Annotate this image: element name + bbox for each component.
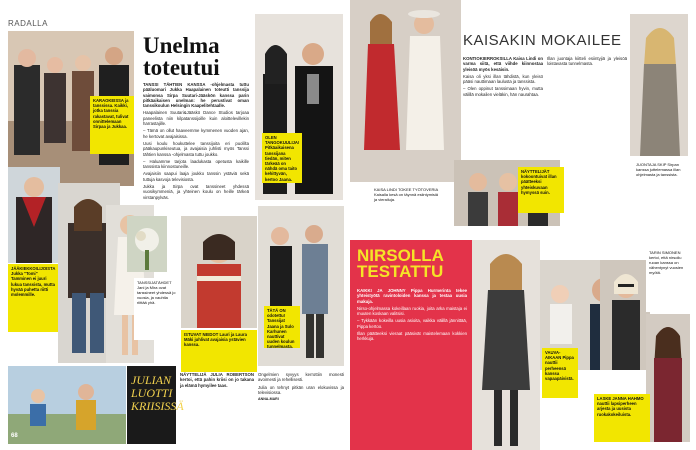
caption-story3-bottom: LASKE JANNA HAHMO nauttii lapsiperheen arjesta ja uusista ruokakokeiluista. (594, 394, 650, 442)
headline-nirsolla: NIRSOLLA TESTATTU (357, 246, 444, 281)
photo-man-red-scarf (8, 167, 60, 263)
story1-body: TANSSI TÄHTIEN KANSSA -ohjelmasta tuttu pääluomari Jukka Haapalainen toteutti tanssija vaimonsa Sirpa Suutari-Jääskön kanssa parin pitkäaikaisen unelman: he perustivat oman tanssikoulun Helsingin Kaapelitehtaalle. Haapalainen Suutari&Jääskö Dance Studios tarjoaa paneelista niin kilpatanssijoille kuin aloittelevillekin harrastajille. – Tämä on ollut haaveemme kymmenen vuoden ajan, he kertovat avajaisissa. Uusi koulu houkuttelee tanssijoita eri puolilta pääkaupunkiseutua, ja avajaisia juhlisti myös Tanssi tähtien kanssa -ohjelmasta tuttu joukko. – Haluamme tarjota laadukasta opetusta kaikille tanssista kiinnostuneille. Avajaisiin saapui laaja joukko tanssin ystäviä sekä tuttuja kasvoja televisiosta. Jukka ja Sirpa ovat tanssineet yhdessä vuosikymmeniä, ja yhteinen koulu on heille tärkeä virstanpylväs. (143, 82, 249, 200)
caption-red: ISTUVAT NEIDOT Lauri ja Laura Mäki juhlivat avajaisia ystävien kanssa. (181, 330, 257, 372)
caption-kaisa-main: KAISA LINDI TOKEE TYÖTOVERIA Kaisalla kesä on täynnä esiintymisiä ja vierailuja. (371, 185, 443, 231)
caption-child: VAUVA-AIKAAN Pippa nauttii perheensä kanssa vapaapäivistä. (542, 348, 578, 398)
photo-bouquet (127, 216, 167, 272)
photo-kids-outdoors (8, 366, 126, 444)
caption-mid: TANSSIJATÄHDET Jani ja Mira ovat tanssineet yhdessä jo vuosia, ja vauhtia riittää yhä. (134, 278, 180, 340)
photo-kaisa-red-dress (350, 0, 461, 182)
photo-woman-glasses (600, 260, 650, 370)
story4-body-b: Ongelmien syvyys kerrottiin monesti avoimesti ja rehellisesti. Julia on tehnyt pitkän uran elokuvissa ja televisiossa. ANNA-MARI (258, 372, 344, 402)
caption-right: TÄTÄ ON odotettu! Tanssijat Jaana ja Sulo Karhunen nauttivat uuden koulun tunnelmasta. (264, 306, 300, 348)
caption-three-women: NÄYTTELIJÄT kokoontuivat illan päätteeksi yhteiskuvaan hymyssä suin. (518, 167, 564, 213)
headline-julian: JULIAN LUOTTI KRIISISSÄ (131, 373, 184, 413)
story3-body: KAIKKI JA JOHNNY Pippa Hurmerinta tekee yhteistyötä ravintoloiden kanssa ja testaa uusia makuja. Nirso-ohjelmassa kokeillaan ruokia, joita arka maistaja ei muuten koskaan valitsisi. – Tykkään kokeilla uusia asioita, vaikka välillä jännittää, Pippa kertoo. Illan päätteeksi vieraat pääsivät maistelemaan kokkien herkkuja. (357, 288, 467, 342)
story2-body-a: KONTIOKIERROKSILLA Kaisa Lindi on varma siitä, että viihde kiinnostaa yleisöä myös kesäisin. Kaisa oli yksi illan tähdistä, kun yleisö pääsi nauttimaan laulusta ja tanssista. – Olen oppinut tanssimaan hyvin, mutta välillä mokailen vieläkin, hän naurahtaa. (463, 56, 543, 97)
headline-kaisakin: KAISAKIN MOKAILEE (463, 32, 622, 49)
photo-pippa (472, 240, 540, 450)
headline-unelma: Unelma toteutui (143, 33, 220, 80)
caption-couple: KARAOKEISSA ja tanssissa. Kaikki, jotka tanssia rakastavat, tulivat onnittelemaan Sirpaa ja Jukkaa. (90, 96, 134, 154)
photo-woman-striped (181, 216, 257, 328)
story4-body-a: NÄYTTELIJÄ JULIA ROBERTSON kertoi, että pahin kriisi on jo takana ja elämä hymyilee taas. (180, 372, 254, 388)
caption-story2-right: JUONTAJA SKIP Sirpan kanssa juttelemassa illan ohjelmasta ja tanssista. (633, 160, 688, 198)
caption-left: JÄÄKIEKKOILIJOISTA Jukka "Tomi" Tamminen ei juuri lukua tanssista, mutta hyvää puhetta riitti molemmille. (8, 264, 60, 332)
caption-story3-right: TARIN SIMONEN kertoi, että nirsoilu ruoan kanssa on vähentynyt vuosien myötä. (646, 248, 690, 312)
photo-woman-brunette (646, 314, 690, 442)
section-label: RADALLA (8, 19, 48, 28)
photo-woman-blonde (630, 14, 688, 156)
story2-body-b: Illan juontaja kiitteli esiintyjiä ja yleisöä loistavasta tunnelmasta. (547, 56, 627, 67)
page-number: 68 (11, 433, 18, 439)
caption-tango: OLEN TANGOKUULIJA! Pitkäaikaisena tanssijana tiedän, miten tärkeää on nähdä oma taito kehittyvän, kertoo Jaana. (262, 133, 302, 183)
